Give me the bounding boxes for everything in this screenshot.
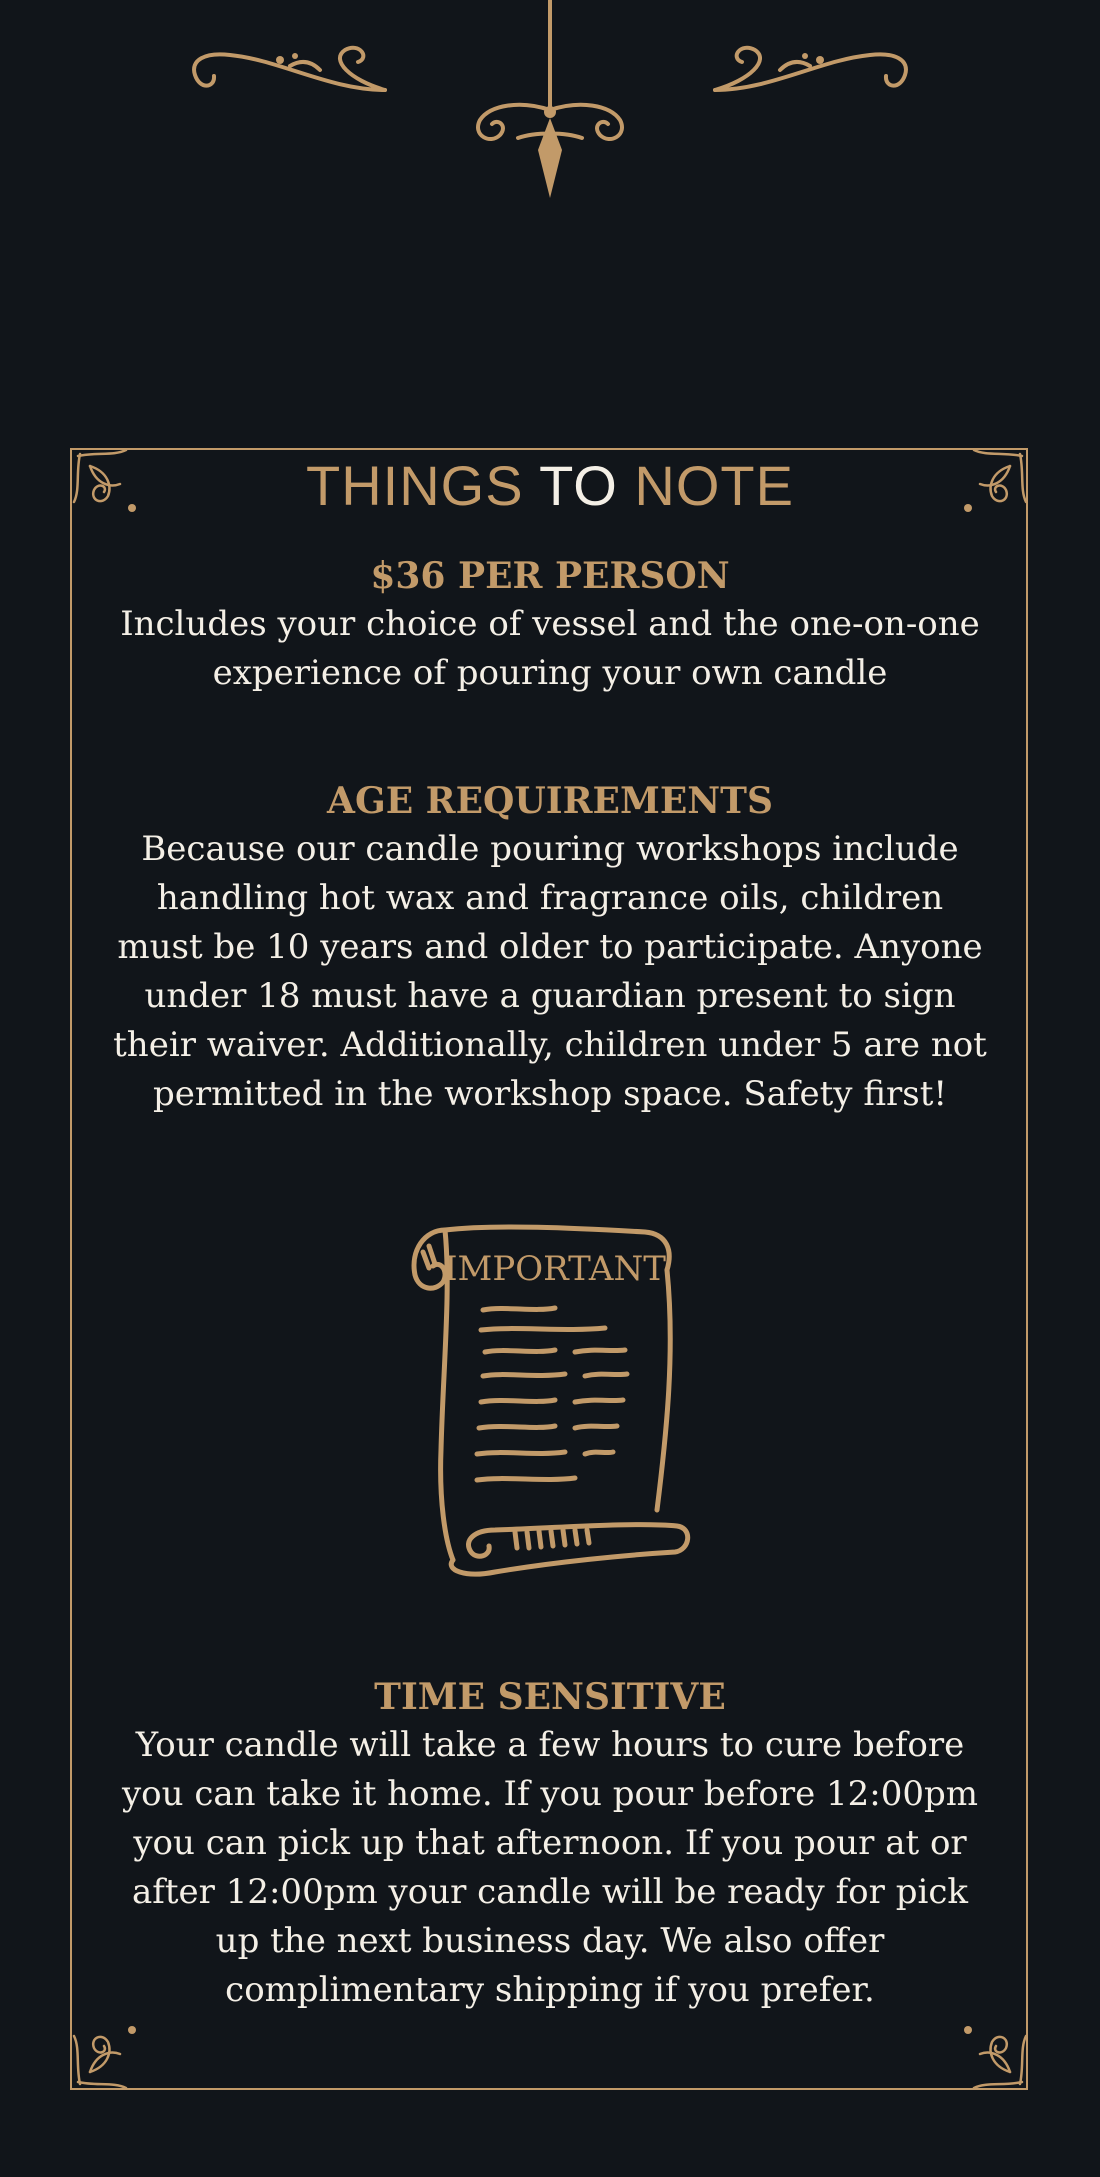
scroll-label: IMPORTANT [444, 1249, 666, 1289]
age-requirements-description: Because our candle pouring workshops include handling hot wax and fragrance oils, children must be 10 years and older to participate. Anyone under 18 must have a guardian present to sign their waiver. Additionally, children under 5 are not permitted in the workshop space. Safety first! [113, 829, 987, 1114]
scroll-icon [405, 1210, 695, 1580]
time-sensitive-description: Your candle will take a few hours to cure before you can take it home. If you pour before 12:00pm you can pick up that afternoon. If you pour at or after 12:00pm your candle will be ready for pick up the next business day. We also offer complimentary shipping if you prefer. [121, 1725, 979, 2010]
age-requirements-heading: AGE REQUIREMENTS [327, 780, 773, 822]
price-section [110, 552, 990, 698]
title-part-3: NOTE [617, 453, 794, 517]
price-description: Includes your choice of vessel and the one-on-one experience of pouring your own candle [120, 604, 980, 693]
title-part-1: THINGS [306, 453, 540, 517]
title-part-2: TO [539, 453, 618, 517]
time-sensitive-section [110, 1673, 990, 2015]
corner-ornament-icon [68, 444, 142, 518]
corner-ornament-icon [68, 2020, 142, 2094]
corner-ornament-icon [958, 2020, 1032, 2094]
age-requirements-section [110, 777, 990, 1119]
corner-ornament-icon [958, 444, 1032, 518]
price-heading: $36 PER PERSON [370, 555, 730, 597]
top-ornament-icon [0, 0, 1100, 220]
time-sensitive-heading: TIME SENSITIVE [374, 1676, 726, 1718]
